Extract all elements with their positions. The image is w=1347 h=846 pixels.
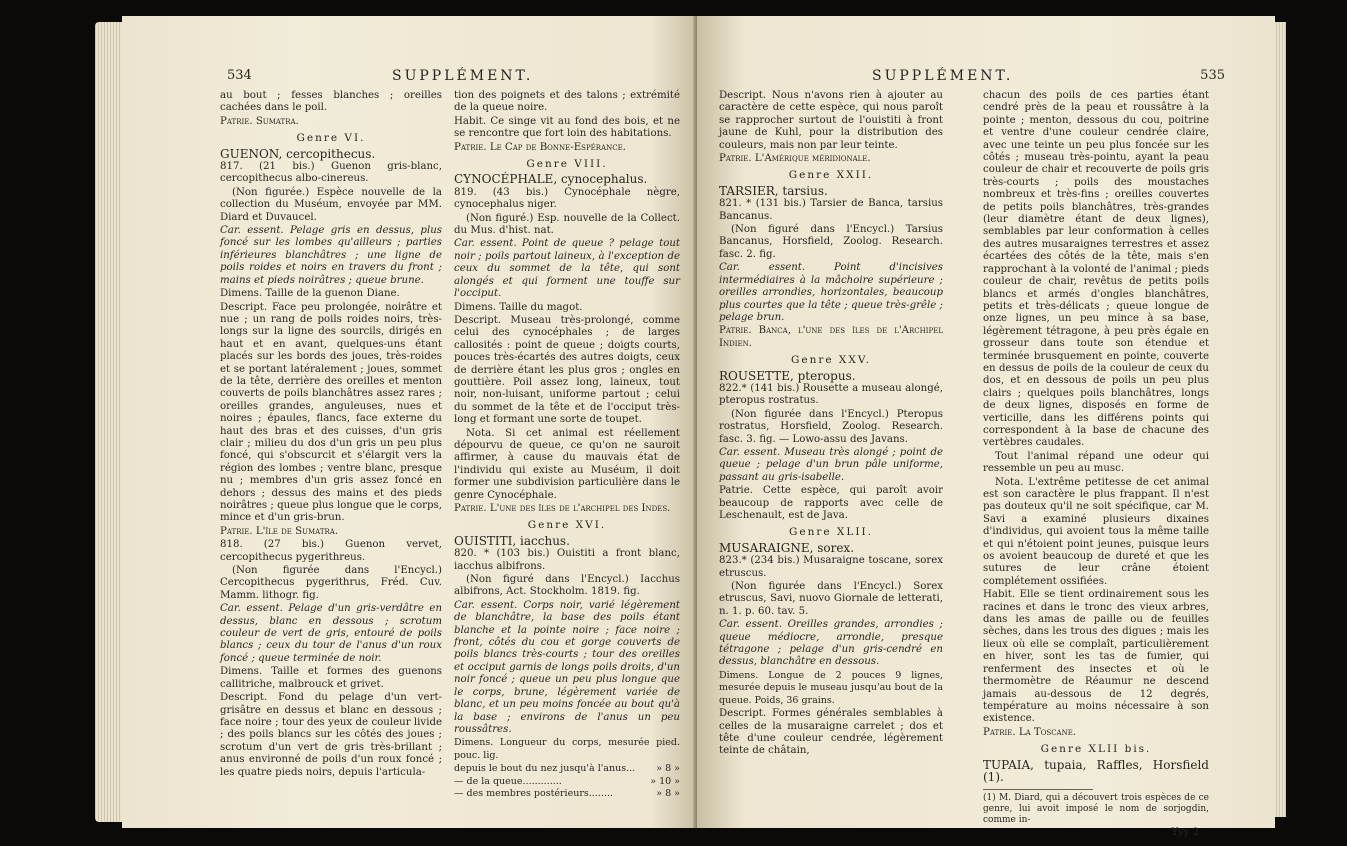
genus-name: CYNOCÉPHALE, cynocephalus.: [454, 172, 648, 187]
text-paragraph: Dimens. Taille et formes des guenons callitriche, malbrouck et grivet.: [220, 666, 442, 690]
text-paragraph: Car. essent. Corps noir, varié légèrement de blanchâtre, la base des poils étant blanche et la pointe noire ; face noire ; front, côtés du cou et gorge couverts de poils blancs très-courts ; tour des oreilles et occiput garnis de longs poils droits, d'un noir foncé ; queue un peu plus longue que le corps, brune, légèrement variée de blanc, et un peu moins foncée au bout qu'à la base ; environs de l'anus un peu roussâtres.: [454, 599, 680, 735]
genre-heading: Genre XXII.: [788, 169, 874, 182]
left-column-2: [454, 90, 680, 800]
text-paragraph: (Non figuré dans l'Encycl.) Iacchus albifrons, Act. Stockholm. 1819. fig.: [454, 574, 680, 598]
genre-heading: Genre VI.: [296, 132, 366, 145]
text-paragraph: au bout ; fesses blanches ; oreilles cachées dans le poil.: [220, 90, 442, 114]
left-page-number: 534: [227, 68, 252, 83]
measurement-row: [454, 776, 680, 788]
right-page-number: 535: [1200, 68, 1225, 83]
genre-heading: Genre XXV.: [791, 354, 871, 367]
left-running-head: [122, 68, 697, 88]
genus-name: ROUSETTE, pteropus.: [719, 368, 856, 383]
genus-name: MUSARAIGNE, sorex.: [719, 540, 855, 555]
text-paragraph: Car. essent. Pelage d'un gris-verdâtre en dessus, blanc en dessous ; scrotum couleur de vert de gris, entouré de poils blancs ; ceux du tour de l'anus d'un roux foncé ; queue terminée de noir.: [220, 603, 442, 664]
genus-name: TARSIER, tarsius.: [719, 183, 828, 198]
text-paragraph: Habit. Elle se tient ordinairement sous les racines et dans le tronc des vieux arbres, dans les amas de paille ou de feuilles sèches, dans les trous des digues ; mais les lieux où elle se complaît, particulièrement en hiver, sont les tas de fumier, qui renferment des insectes et où le thermomètre de Réaumur ne descend jamais au-dessous de 12 degrés, température au moins nécessaire à son existence.: [983, 589, 1209, 725]
measurement-value: » 10 »: [650, 775, 680, 787]
text-paragraph: (Non figurée dans l'Encycl.) Cercopithecus pygerithrus, Fréd. Cuv. Mamm. lithogr. fig.: [220, 565, 442, 601]
text-paragraph: (Non figuré.) Esp. nouvelle de la Collect. du Mus. d'hist. nat.: [454, 212, 680, 237]
text-paragraph: Car. essent. Pelage gris en dessus, plus foncé sur les lombes qu'ailleurs ; parties inférieures blanchâtres ; une ligne de poils roides et noirs en travers du front ; mains et pieds noirâtres ; queue brune.: [220, 225, 442, 286]
text-paragraph: Car. essent. Oreilles grandes, arrondies ; queue médiocre, arrondie, presque tétragone ; pelage d'un gris-cendré en dessus, blanchâtre en dessous.: [719, 619, 943, 668]
text-paragraph: Patrie. Banca, l'une des îles de l'Archipel Indien.: [719, 325, 943, 349]
measurement-row: [454, 788, 680, 800]
text-paragraph: Descript. Museau très-prolongé, comme celui des cynocéphales ; de larges callosités : point de queue ; doigts courts, pouces très-écartés des autres doigts, ceux de derrière étant les plus gros ; ongles en gouttière. Poil assez long, laineux, tout noir, non-luisant, uniforme partout ; celui du sommet de la tête et de l'occiput très-long et formant une sorte de toupet.: [454, 314, 680, 426]
text-paragraph: Dimens. Longue de 2 pouces 9 lignes, mesurée depuis le museau jusqu'au bout de la queue. Poids, 36 grains.: [719, 669, 943, 706]
text-paragraph: (Non figuré dans l'Encycl.) Tarsius Bancanus, Horsfield, Zoolog. Research. fasc. 2. fig.: [719, 224, 943, 260]
footnote: (1) M. Diard, qui a découvert trois espèces de ce genre, lui avoit imposé le nom de sorjogdin, comme in-: [983, 793, 1209, 826]
entry-heading: 818. (27 bis.) Guenon vervet, cercopithecus pygerithreus.: [220, 539, 442, 563]
right-column-1: [719, 90, 943, 759]
text-paragraph: chacun des poils de ces parties étant cendré près de la peau et roussâtre à la pointe ; menton, dessous du cou, poitrine et ventre d'une couleur cendrée claire, avec une teinte un peu plus foncée sur les côtés ; museau très-pointu, ayant la peau couleur de chair et recouverte de poils gris très-courts ; poils des moustaches nombreux et très-fins ; oreilles couvertes de petits poils blanchâtres, très-grandes (leur diamètre étant de deux lignes), semblables par leur conformation à celles des autres musaraignes terrestres et assez écartées des côtés de la tête, mais s'en rapprochant à la volonté de l'animal ; pieds couleur de chair, revêtus de petits poils blancs et armés d'ongles blanchâtres, petits et très-délicats ; queue longue de onze lignes, un peu mince à sa base, légèrement tétragone, à peu près égale en grosseur dans toute son étendue et terminée brusquement en pointe, couverte en dessus de poils de la couleur de ceux du dos, et en dessous de poils un peu plus clairs ; quelques poils blanchâtres, longs de deux lignes, disposés en forme de verticille, dans les différens points qui correspondent à la base de chacune des vertèbres caudales.: [983, 90, 1209, 449]
measurement-value: » 8 »: [656, 787, 680, 799]
entry-heading: 820. * (103 bis.) Ouistiti a front blanc, iacchus albifrons.: [454, 548, 680, 572]
genus-name: TUPAIA, tupaia, Raffles, Horsfield (1).: [983, 757, 1209, 784]
measurement-label: depuis le bout du nez jusqu'à l'anus...: [454, 763, 636, 775]
entry-heading: 817. (21 bis.) Guenon gris-blanc, cercopithecus albo-cinereus.: [220, 161, 442, 185]
footnote-rule: [983, 789, 1093, 790]
text-paragraph: Patrie. Cette espèce, qui paroît avoir beaucoup de rapports avec celle de Leschenault, est de Java.: [719, 485, 943, 521]
genus-name: GUENON, cercopithecus.: [220, 146, 376, 161]
text-paragraph: Descript. Formes générales semblables à celles de la musaraigne carrelet ; dos et tête d'une couleur cendrée, légèrement teinte de châtain,: [719, 708, 943, 757]
measurements-heading: Dimens. Longueur du corps, mesurée pied. pouc. lig.: [454, 737, 680, 761]
text-paragraph: Patrie. L'Amérique méridionale.: [719, 153, 871, 165]
text-paragraph: Patrie. Sumatra.: [220, 115, 299, 127]
text-paragraph: Nota. L'extrême petitesse de cet animal est son caractère le plus frappant. Il n'est pas douteux qu'il ne soit spécifique, car M. Savi a examiné plusieurs dixaines d'individus, qui avoient tous la même taille et qui n'étoient point jeunes, puisque leurs os avoient beaucoup de dureté et que les sutures de leur crâne étoient complétement ossifiées.: [983, 476, 1209, 587]
genre-heading: Genre XLII.: [788, 526, 873, 539]
text-paragraph: (Non figurée dans l'Encycl.) Sorex etruscus, Savi, nuovo Giornale de letterati, n. 1. p. 60. tav. 5.: [719, 581, 943, 617]
text-paragraph: Patrie. Le Cap de Bonne-Espérance.: [454, 141, 626, 153]
entry-heading: 823.* (234 bis.) Musaraigne toscane, sorex etruscus.: [719, 555, 943, 579]
text-paragraph: Descript. Face peu prolongée, noirâtre et nue ; un rang de poils roides noirs, très-longs sur la ligne des sourcils, dirigés en haut et en avant, quelques-uns étant placés sur les bords des joues, très-roides et se portant latéralement ; joues, sommet de la tête, derrière des oreilles et menton couverts de poils blanchâtres assez rares ; oreilles grandes, anguleuses, nues et noires ; épaules, flancs, face externe du haut des bras et des cuisses, d'un gris clair ; milieu du dos d'un gris un peu plus foncé, qui s'obscurcit et s'élargit vers la région des lombes ; ventre blanc, presque nu ; membres d'un gris assez foncé en dehors ; dessus des mains et des pieds noirâtres ; queue plus longue que le corps, mince et d'un gris-brun.: [220, 301, 442, 524]
left-running-title: SUPPLÉMENT.: [392, 68, 534, 84]
genre-heading: Genre XLII bis.: [1040, 743, 1152, 756]
text-paragraph: Patrie. L'île de Sumatra.: [220, 525, 339, 537]
left-column-1: [220, 90, 442, 780]
text-paragraph: (Non figurée.) Espèce nouvelle de la collection du Muséum, envoyée par MM. Diard et Duvaucel.: [220, 186, 442, 223]
entry-heading: 819. (43 bis.) Cynocéphale nègre, cynocephalus niger.: [454, 186, 680, 211]
entry-heading: 821. * (131 bis.) Tarsier de Banca, tarsius Bancanus.: [719, 198, 943, 222]
text-paragraph: Nota. Si cet animal est réellement dépourvu de queue, ce qu'on ne sauroit affirmer, à cause du mauvais état de l'individu qui existe au Muséum, il doit former une subdivision particulière dans le genre Cynocéphale.: [454, 427, 680, 501]
text-paragraph: Habit. Ce singe vit au fond des bois, et ne se rencontre que fort loin des habitations.: [454, 115, 680, 140]
measurement-value: » 8 »: [656, 763, 680, 775]
measurement-label: — de la queue.............: [454, 775, 562, 787]
text-paragraph: Descript. Fond du pelage d'un vert-grisâtre en dessus et blanc en dessous ; face noire ; tour des yeux de couleur livide ; des poils blancs sur les côtés des joues ; scrotum d'un vert de gris très-brillant ; anus environné de poils d'un roux foncé ; les quatre pieds noirs, depuis l'articula-: [220, 692, 442, 778]
text-paragraph: Patrie. L'une des îles de l'archipel des Indes.: [454, 503, 671, 514]
left-page: [122, 16, 697, 828]
text-paragraph: Dimens. Taille du magot.: [454, 301, 583, 313]
text-paragraph: Patrie. La Toscane.: [983, 726, 1077, 738]
text-paragraph: Car. essent. Museau très alongé ; point de queue ; pelage d'un brun pâle uniforme, passant au gris-isabelle.: [719, 446, 943, 483]
genre-heading: Genre XVI.: [527, 519, 607, 532]
text-paragraph: Descript. Nous n'avons rien à ajouter au caractère de cette espèce, qui nous paroît se rapprocher surtout de l'ouistiti à front jaune de Kuhl, pour la distribution des couleurs, mais non par leur teinte.: [719, 90, 943, 151]
measurement-label: — des membres postérieurs........: [454, 787, 613, 799]
right-running-title: SUPPLÉMENT.: [872, 68, 1014, 84]
entry-heading: 822.* (141 bis.) Rousette a museau alongé, pteropus rostratus.: [719, 382, 943, 407]
genre-heading: Genre VIII.: [526, 158, 608, 171]
text-paragraph: Car. essent. Point d'incisives intermédiaires à la mâchoire supérieure ; oreilles arrondies, horizontales, beaucoup plus courtes que la tête ; queue très-grêle ; pelage brun.: [719, 262, 943, 323]
signature-mark: Yyy 2: [1171, 827, 1199, 839]
right-column-2: [983, 90, 1209, 840]
text-paragraph: Dimens. Taille de la guenon Diane.: [220, 288, 400, 300]
text-paragraph: tion des poignets et des talons ; extrémité de la queue noire.: [454, 90, 680, 114]
measurement-row: [454, 763, 680, 775]
text-paragraph: Car. essent. Point de queue ? pelage tout noir ; poils partout laineux, à l'exception de ceux du sommet de la tête, qui sont alongés et qui forment une touffe sur l'occiput.: [454, 238, 680, 300]
genus-name: OUISTITI, iacchus.: [454, 533, 570, 548]
text-paragraph: (Non figurée dans l'Encycl.) Pteropus rostratus, Horsfield, Zoolog. Research. fasc. 3. fig. — Lowo-assu des Javans.: [719, 408, 943, 445]
right-running-head: [697, 68, 1275, 88]
right-page: [697, 16, 1275, 839]
text-paragraph: Tout l'animal répand une odeur qui ressemble un peu au musc.: [983, 450, 1209, 475]
